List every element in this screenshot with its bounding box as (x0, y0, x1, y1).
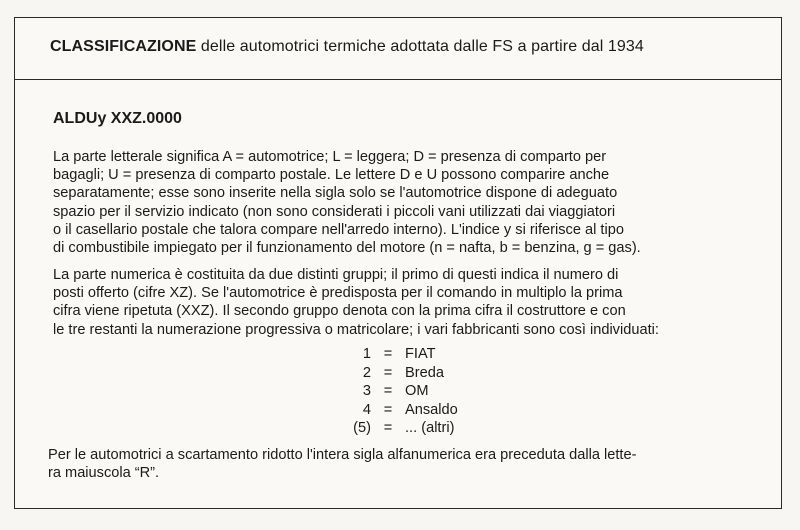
paragraph-line: di combustibile impiegato per il funzionamento del motore (n = nafta, b = benzina, g = gas). (53, 240, 641, 257)
paragraph-line: cifra viene ripetuta (XXZ). Il secondo gruppo denota con la prima cifra il costruttore e con (53, 303, 626, 320)
paragraph-line: La parte letterale significa A = automotrice; L = leggera; D = presenza di comparto per (53, 149, 607, 165)
paragraph-line: spazio per il servizio indicato (non sono considerati i piccoli vani utilizzati dai viaggiatori (53, 203, 616, 220)
paragraph-line: le tre restanti la numerazione progressiva o matricolare; i vari fabbricanti sono così individuati: (53, 321, 659, 338)
manufacturer-row (337, 364, 458, 383)
equals-sign: = (383, 401, 393, 418)
manufacturer-code: 4 (362, 401, 371, 418)
manufacturer-name: FIAT (405, 346, 436, 362)
manufacturer-name: Breda (405, 364, 444, 381)
paragraph-line: posti offerto (cifre XZ). Se l'automotrice è predisposta per il comando in multiplo la prima (53, 285, 623, 302)
manufacturer-name: ... (altri) (405, 420, 455, 437)
manufacturer-row (337, 419, 458, 438)
paragraph-letters (53, 148, 773, 257)
paragraph-narrow-gauge (48, 446, 768, 482)
manufacturer-code: (5) (353, 420, 371, 437)
paragraph-numbers (53, 266, 773, 339)
equals-sign: = (383, 420, 393, 437)
manufacturer-list (337, 345, 458, 438)
paragraph-line: ra maiuscola “R”. (48, 465, 160, 482)
title-rest: delle automotrici termiche adottata dalle FS a partire dal 1934 (196, 38, 644, 55)
manufacturer-code: 2 (362, 364, 371, 381)
manufacturer-name: OM (405, 383, 429, 400)
manufacturer-row (337, 382, 458, 401)
document-title (50, 38, 644, 56)
paragraph-line: separatamente; esse sono inserite nella sigla solo se l'automotrice dispone di adeguato (53, 185, 618, 202)
classification-box (14, 17, 782, 509)
header-section (15, 18, 781, 80)
manufacturer-row (337, 345, 458, 364)
manufacturer-code: 1 (362, 346, 371, 362)
title-bold-word: CLASSIFICAZIONE (50, 38, 197, 55)
equals-sign: = (383, 346, 393, 362)
manufacturer-row (337, 401, 458, 420)
manufacturer-code: 3 (362, 383, 371, 400)
paragraph-line: Per le automotrici a scartamento ridotto l'intera sigla alfanumerica era preceduta dalla lette- (48, 447, 637, 463)
paragraph-line: o il casellario postale che talora compare nell'arredo interno). L'indice y si riferisce al tipo (53, 221, 624, 238)
equals-sign: = (383, 364, 393, 381)
code-format-heading: ALDUy XXZ.0000 (53, 110, 182, 127)
manufacturer-name: Ansaldo (405, 401, 458, 418)
paragraph-line: bagagli; U = presenza di comparto postale. Le lettere D e U possono comparire anche (53, 167, 610, 184)
equals-sign: = (383, 383, 393, 400)
paragraph-line: La parte numerica è costituita da due distinti gruppi; il primo di questi indica il numero di (53, 267, 619, 283)
